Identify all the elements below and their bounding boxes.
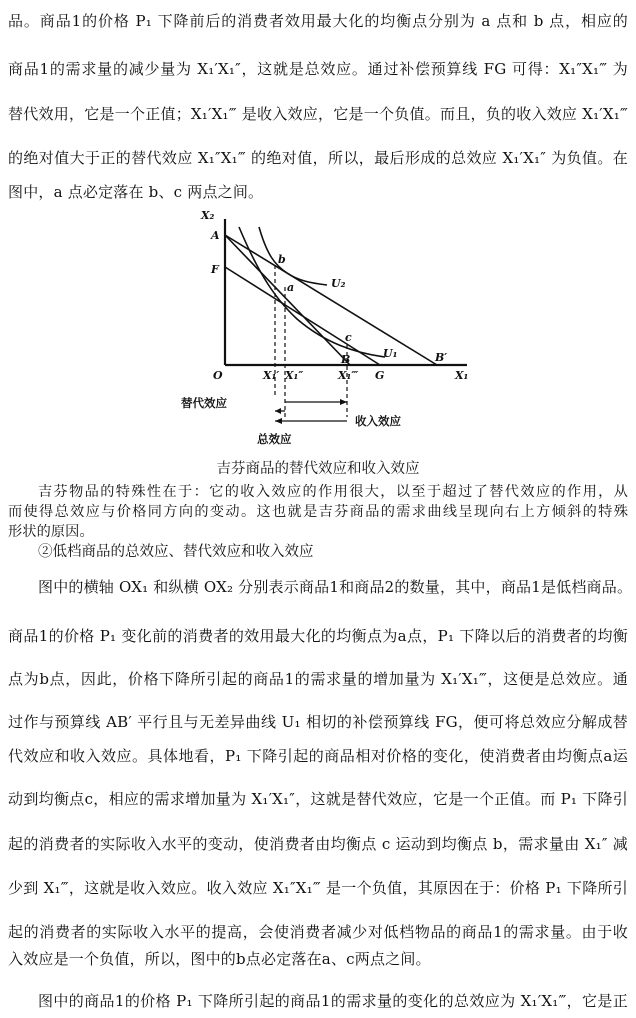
label-u2: U₂	[331, 277, 346, 290]
text-line: 而使得总效应与价格同方向的变动。这也就是吉芬商品的需求曲线呈现向右上方倾斜的特殊	[8, 504, 628, 520]
section-heading: ②低档商品的总效应、替代效应和收入效应	[38, 544, 314, 560]
text-line: 图中的横轴 OX₁ 和纵横 OX₂ 分别表示商品1和商品2的数量，其中，商品1是低档商品。	[38, 578, 633, 596]
text-line: 少到 X₁‴，这就是收入效应。收入效应 X₁″X₁‴ 是一个负值，其原因在于：价格 P₁ 下降所引	[8, 879, 628, 897]
tick-x1-dprime: X₁″	[285, 369, 304, 382]
indifference-curve-u2	[259, 227, 327, 285]
text-line: 吉芬物品的特殊性在于：它的收入效应的作用很大，以至于超过了替代效应的作用，从	[38, 484, 628, 500]
y-axis-label: X₂	[201, 209, 215, 222]
indifference-curve-u1	[239, 227, 385, 357]
text-line: 点为b点，因此，价格下降所引起的商品1的需求量的增加量为 X₁′X₁‴，这便是总效应。通	[8, 670, 628, 688]
origin-label: O	[213, 369, 223, 382]
text-line: 商品1的需求量的减少量为 X₁′X₁″，这就是总效应。通过补偿预算线 FG 可得：X₁″X₁‴ 为	[8, 60, 628, 78]
text-line: 品。商品1的价格 P₁ 下降前后的消费者效用最大化的均衡点分别为 a 点和 b 点，相应的	[8, 12, 628, 30]
income-effect-label: 收入效应	[355, 414, 401, 428]
point-c: c	[345, 331, 352, 344]
text-line: 的绝对值大于正的替代效应 X₁″X₁‴ 的绝对值，所以，最后形成的总效应 X₁′X₁″ 为负值。在	[8, 149, 628, 167]
text-line: 图中，a 点必定落在 b、c 两点之间。	[8, 183, 264, 201]
tick-x1-prime: X₁′	[263, 369, 280, 382]
point-a-upper: A	[211, 229, 220, 242]
text-line: 代效应和收入效应。具体地看，P₁ 下降引起的商品相对价格的变化，使消费者由均衡点a运	[8, 747, 628, 765]
point-g: G	[375, 369, 385, 382]
point-b-lower: B	[341, 353, 351, 366]
point-b: b	[278, 253, 286, 266]
text-line: 起的消费者的实际收入水平的变动，使消费者由均衡点 c 运动到均衡点 b，需求量由 X₁″ 减	[8, 835, 628, 853]
text-line: 形状的原因。	[8, 524, 94, 540]
point-f: F	[211, 263, 219, 276]
text-line: 入效应是一个负值，所以，图中的b点必定落在a、c两点之间。	[8, 950, 431, 968]
figure-caption: 吉芬商品的替代效应和收入效应	[216, 461, 420, 477]
point-a: a	[287, 281, 295, 294]
text-line: 起的消费者的实际收入水平的提高，会使消费者减少对低档物品的商品1的需求量。由于收	[8, 923, 628, 941]
substitution-effect-label: 替代效应	[181, 396, 227, 410]
giffen-diagram	[175, 207, 475, 467]
point-b-prime: B′	[435, 351, 448, 364]
text-line: 图中的商品1的价格 P₁ 下降所引起的商品1的需求量的变化的总效应为 X₁′X₁‴，它是正	[38, 992, 628, 1010]
tick-x1-tprime: X₁‴	[338, 369, 359, 382]
x-axis-label: X₁	[455, 369, 469, 382]
text-line: 动到均衡点c，相应的需求增加量为 X₁′X₁″，这就是替代效应，它是一个正值。而 P₁ 下降引	[8, 790, 628, 808]
text-line: 替代效用，它是一个正值；X₁′X₁‴ 是收入效应，它是一个负值。而且，负的收入效应 X₁′X₁‴	[8, 105, 628, 123]
text-line: 过作与预算线 AB′ 平行且与无差异曲线 U₁ 相切的补偿预算线 FG，便可将总效应分解成替	[8, 713, 628, 731]
text-line: 商品1的价格 P₁ 变化前的消费者的效用最大化的均衡点为a点，P₁ 下降以后的消费者的均衡	[8, 627, 628, 645]
label-u1: U₁	[383, 347, 398, 360]
total-effect-label: 总效应	[257, 432, 292, 446]
